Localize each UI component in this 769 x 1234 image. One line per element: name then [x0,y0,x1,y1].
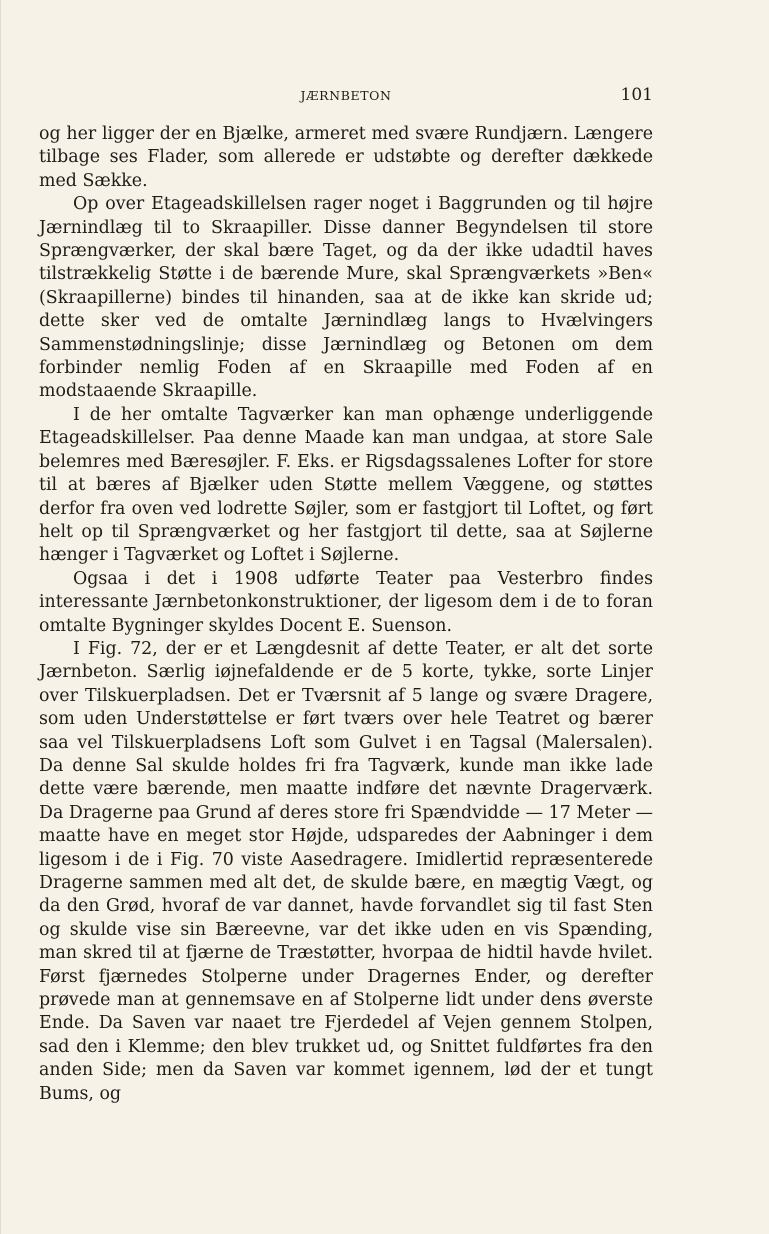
page-number: 101 [620,85,653,105]
paragraph-etageadskillelsen: Op over Etageadskillelsen rager noget i Baggrunden og til højre Jærnindlæg til to Skraapiller. Disse danner Begyndelsen til store Sprængværker, der skal bære Taget, og da der ikke udadtil haves tilstrækkelig Støtte i de bærende Mure, skal Sprængværkets »Ben« (Skraapillerne) bindes til hinanden, saa at de ikke kan skride ud; dette sker ved de omtalte Jærnindlæg langs to Hvælvingers Sammenstødningslinje; disse Jærnindlæg og Betonen om dem forbinder nemlig Foden af en Skraapille med Foden af en modstaaende Skraapille. [39,194,653,402]
paragraph-teater-vesterbro: Ogsaa i det i 1908 udførte Teater paa Vesterbro findes interessante Jærnbetonkonstruktioner, der ligesom dem i de to foran omtalte Bygninger skyldes Docent E. Suenson. [39,568,653,636]
paragraph-fig-72: I Fig. 72, der er et Længdesnit af dette Teater, er alt det sorte Jærnbeton. Særlig iøjnefaldende er de 5 korte, tykke, sorte Linjer over Tilskuerpladsen. Det er Tværsnit af 5 lange og svære Dragere, som uden Understøttelse er ført tværs over hele Teatret og bærer saa vel Tilskuerpladsens Loft som Gulvet i en Tagsal (Malersalen). Da denne Sal skulde holdes fri fra Tagværk, kunde man ikke lade dette være bærende, men maatte indføre det nævnte Dragerværk. Da Dragerne paa Grund af deres store fri Spændvidde — 17 Meter — maatte have en meget stor Højde, udsparedes der Aabninger i dem ligesom i de i Fig. 70 viste Aasedragere. Imidlertid repræsenterede Dragerne sammen med alt det, de skulde bære, en mægtig Vægt, og da den Grød, hvoraf de var dannet, havde forvandlet sig til fast Sten og skulde vise sin Bæreevne, var det ikke uden en vis Spænding, man skred til at fjærne de Træstøtter, hvorpaa de hidtil havde hvilet. Først fjærnedes Stolperne under Dragernes Ender, og derefter prøvede man at gennemsave en af Stolperne lidt under dens øverste Ende. Da Saven var naaet tre Fjerdedel af Vejen gennem Stolpen, sad den i Klemme; den blev trukket ud, og Snittet fuldførtes fra den anden Side; men da Saven var kommet igennem, lød der et tungt Bums, og [39,638,653,1104]
running-title: JÆRNBETON [300,88,392,103]
paragraph-tagvaerker: I de her omtalte Tagværker kan man ophænge underliggende Etageadskillelser. Paa denne Maade kan man undgaa, at store Sale belemres med Bæresøjler. F. Eks. er Rigsdagssalenes Lofter for store til at bæres af Bjælker uden Støtte mellem Væggene, og støttes derfor fra oven ved lodrette Søjler, som er fastgjort til Loftet, og ført helt op til Sprængværket og her fastgjort til dette, saa at Søjlerne hænger i Tagværket og Loftet i Søjlerne. [39,404,653,566]
page-header [39,85,653,110]
paragraph-continuation: og her ligger der en Bjælke, armeret med svære Rundjærn. Længere tilbage ses Flader, som allerede er udstøbte og derefter dækkede med Sække. [39,124,653,191]
body-text [39,123,653,1106]
